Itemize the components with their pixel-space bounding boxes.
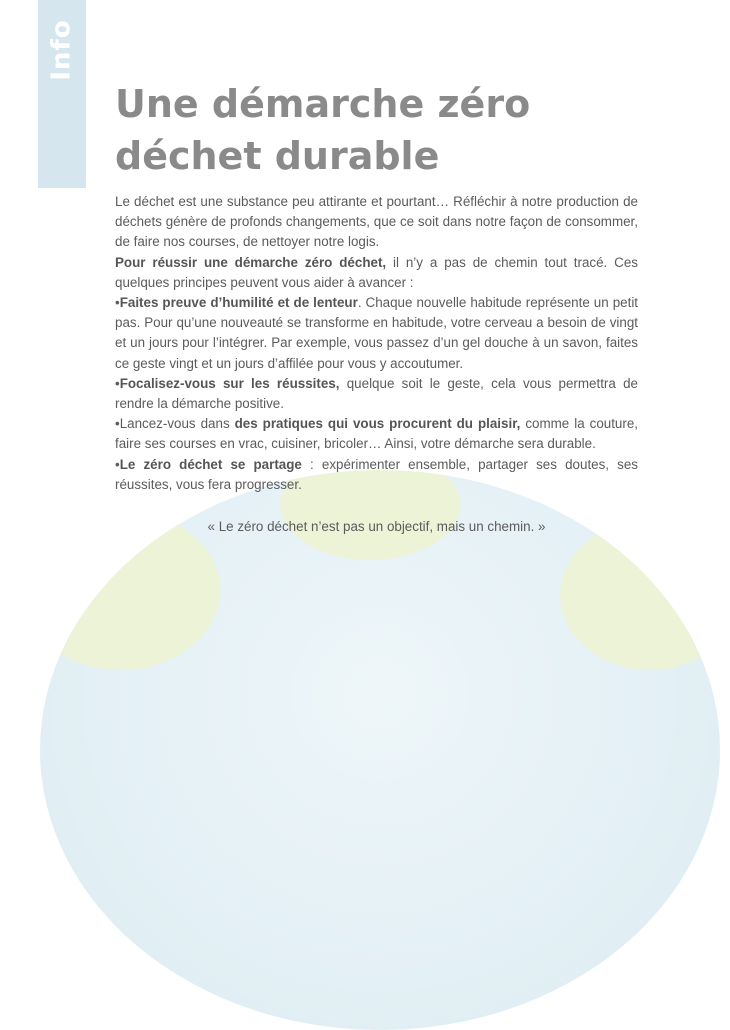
- tip-4-text: : expérimenter ensemble, partager ses doutes, ses réussites, vous fera progresser.: [115, 456, 639, 492]
- tip-1: [115, 293, 638, 374]
- tip-4-bold: Le zéro déchet se partage: [119, 456, 302, 472]
- closing-quote: « Le zéro déchet n’est pas un objectif, mais un chemin. »: [207, 519, 546, 534]
- tip-3-bold: des pratiques qui vous procurent du plaisir,: [234, 416, 521, 432]
- tip-1-bold: Faites preuve d’humilité et de lenteur: [119, 295, 358, 311]
- info-tab-text: Info: [47, 19, 78, 81]
- tip-3: [115, 414, 638, 454]
- tip-2: [115, 374, 638, 414]
- globe-land-right: [560, 520, 720, 670]
- title-line-1: Une démarche zéro: [115, 82, 531, 126]
- bullet: •: [115, 456, 120, 472]
- lead-text: il n’y a pas de chemin tout tracé. Ces quelques principes peuvent vous aider à avancer :: [115, 254, 638, 290]
- tip-3-before: Lancez-vous dans: [119, 416, 235, 432]
- page-title: [115, 78, 675, 182]
- bullet: •: [115, 375, 120, 391]
- tip-3-text: comme la couture, faire ses courses en vrac, cuisiner, bricoler… Ainsi, votre démarche sera durable.: [115, 416, 639, 452]
- info-tab-label: [38, 0, 86, 100]
- tip-4: [115, 455, 638, 495]
- lead-bold: Pour réussir une démarche zéro déchet,: [115, 254, 387, 270]
- bullet: •: [115, 295, 120, 311]
- bullet: •: [115, 416, 120, 432]
- tip-2-bold: Focalisez-vous sur les réussites,: [119, 375, 340, 391]
- globe-land-left: [40, 510, 220, 670]
- intro-paragraph: Le déchet est une substance peu attirante et pourtant… Réfléchir à notre production de déchets génère de profonds changements, que ce soit dans notre façon de consommer, de faire nos courses, de nettoyer notre logis.: [115, 194, 638, 250]
- tip-1-text: . Chaque nouvelle habitude représente un petit pas. Pour qu’une nouveauté se transforme en habitude, votre cerveau a besoin de vingt et un jours pour l’intégrer. Par exemple, vous passez d’un gel douche à un savon, faites ce geste vingt et un jours d’affilée pour vous y accoutumer.: [115, 295, 639, 371]
- globe-illustration: [40, 470, 720, 1030]
- article-body: [115, 192, 638, 495]
- title-line-2: déchet durable: [115, 134, 440, 178]
- tip-2-text: quelque soit le geste, cela vous permettra de rendre la démarche positive.: [115, 375, 638, 412]
- lead-paragraph: [115, 253, 638, 293]
